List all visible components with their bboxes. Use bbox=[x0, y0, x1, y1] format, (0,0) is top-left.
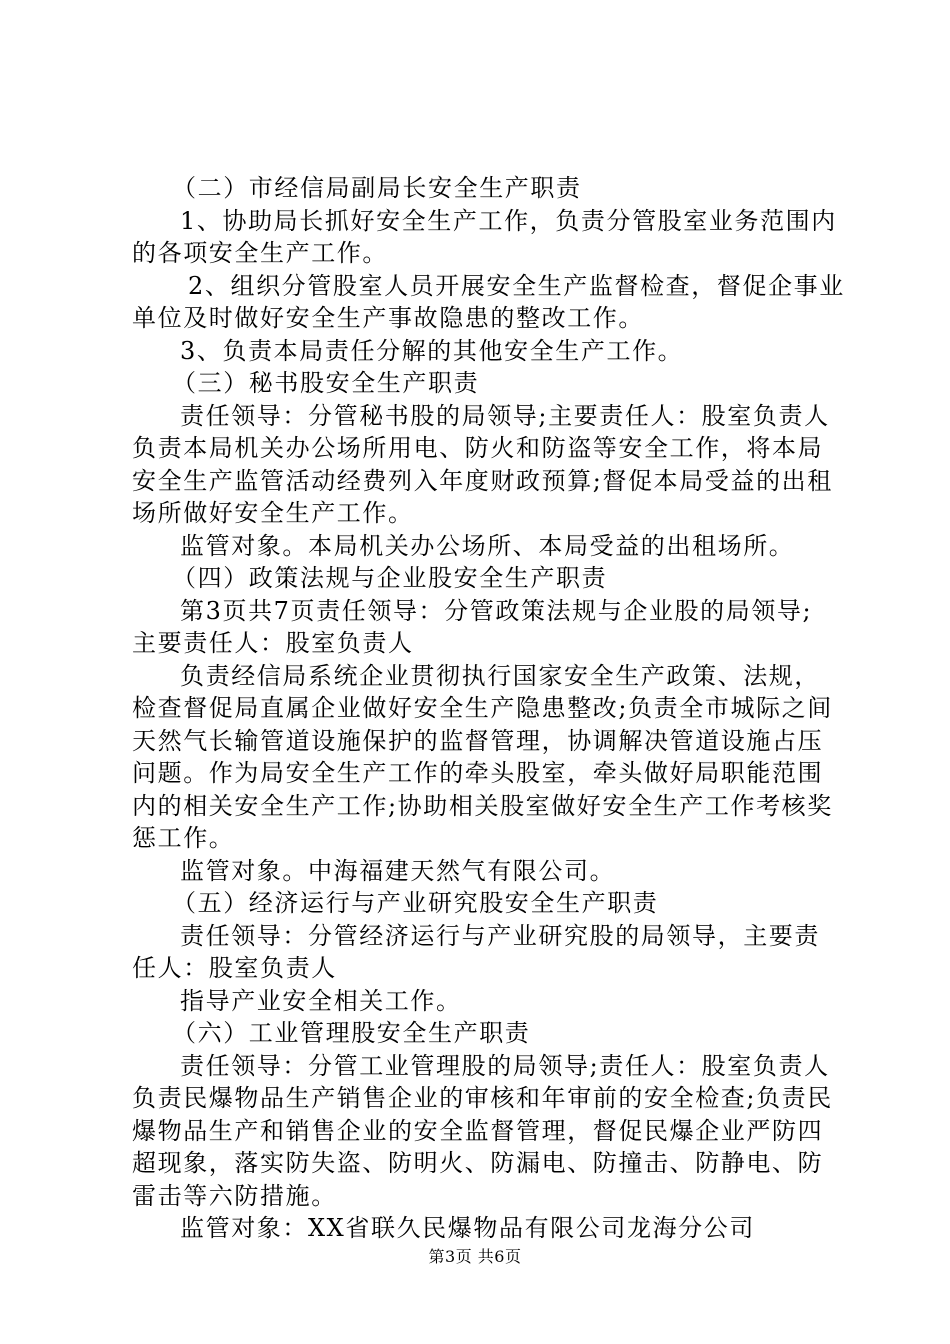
paragraph-line: 单位及时做好安全生产事故隐患的整改工作。 bbox=[132, 304, 644, 332]
paragraph-line: 监管对象。本局机关办公场所、本局受益的出租场所。 bbox=[180, 531, 795, 560]
paragraph-line: 爆物品生产和销售企业的安全监督管理，督促民爆企业严防四 bbox=[132, 1116, 824, 1145]
paragraph-line: 第3页共7页责任领导：分管政策法规与企业股的局领导; bbox=[180, 596, 813, 625]
paragraph-line: 责任领导：分管工业管理股的局领导;责任人：股室负责人 bbox=[180, 1051, 830, 1080]
section-heading-4: （四）政策法规与企业股安全生产职责 bbox=[172, 564, 608, 592]
paragraph-line: 内的相关安全生产工作;协助相关股室做好安全生产工作考核奖 bbox=[132, 791, 833, 820]
paragraph-line: 任人：股室负责人 bbox=[132, 954, 337, 982]
paragraph-line: 超现象，落实防失盗、防明火、防漏电、防撞击、防静电、防 bbox=[132, 1149, 824, 1177]
paragraph-line: 检查督促局直属企业做好安全生产隐患整改;负责全市城际之间 bbox=[132, 694, 833, 722]
paragraph-line: 惩工作。 bbox=[132, 824, 235, 852]
paragraph-line: 负责民爆物品生产销售企业的审核和年审前的安全检查;负责民 bbox=[132, 1084, 833, 1112]
paragraph-line: 主要责任人：股室负责人 bbox=[132, 629, 414, 657]
paragraph-line: 负责经信局系统企业贯彻执行国家安全生产政策、法规， bbox=[180, 661, 820, 690]
paragraph-line: 责任领导：分管秘书股的局领导;主要责任人：股室负责人 bbox=[180, 401, 830, 430]
paragraph-line: 雷击等六防措施。 bbox=[132, 1181, 337, 1210]
section-heading-3: （三）秘书股安全生产职责 bbox=[172, 369, 480, 397]
section-heading-5: （五）经济运行与产业研究股安全生产职责 bbox=[172, 889, 659, 917]
paragraph-line: 3、负责本局责任分解的其他安全生产工作。 bbox=[180, 336, 684, 365]
paragraph-line: 指导产业安全相关工作。 bbox=[180, 986, 462, 1015]
paragraph-line: 责任领导：分管经济运行与产业研究股的局领导，主要责 bbox=[180, 921, 820, 950]
paragraph-line: 的各项安全生产工作。 bbox=[132, 239, 388, 267]
paragraph-line: 监管对象。中海福建天然气有限公司。 bbox=[180, 856, 616, 885]
document-body bbox=[132, 172, 845, 1245]
paragraph-line: 安全生产监管活动经费列入年度财政预算;督促本局受益的出租 bbox=[132, 466, 833, 495]
section-heading-2: （二）市经信局副局长安全生产职责 bbox=[172, 174, 582, 202]
paragraph-line: 问题。作为局安全生产工作的牵头股室，牵头做好局职能范围 bbox=[132, 759, 824, 787]
paragraph-line: 2、组织分管股室人员开展安全生产监督检查，督促企事业 bbox=[188, 271, 845, 300]
paragraph-line: 天然气长输管道设施保护的监督管理，协调解决管道设施占压 bbox=[132, 726, 824, 755]
paragraph-line: 监管对象：XX省联久民爆物品有限公司龙海分公司 bbox=[180, 1214, 755, 1242]
paragraph-line: 1、协助局长抓好安全生产工作，负责分管股室业务范围内 bbox=[180, 206, 837, 235]
paragraph-line: 场所做好安全生产工作。 bbox=[132, 499, 414, 527]
page-footer: 第3页 共6页 bbox=[428, 1247, 522, 1266]
section-heading-6: （六）工业管理股安全生产职责 bbox=[172, 1019, 531, 1047]
paragraph-line: 负责本局机关办公场所用电、防火和防盗等安全工作，将本局 bbox=[132, 434, 824, 462]
